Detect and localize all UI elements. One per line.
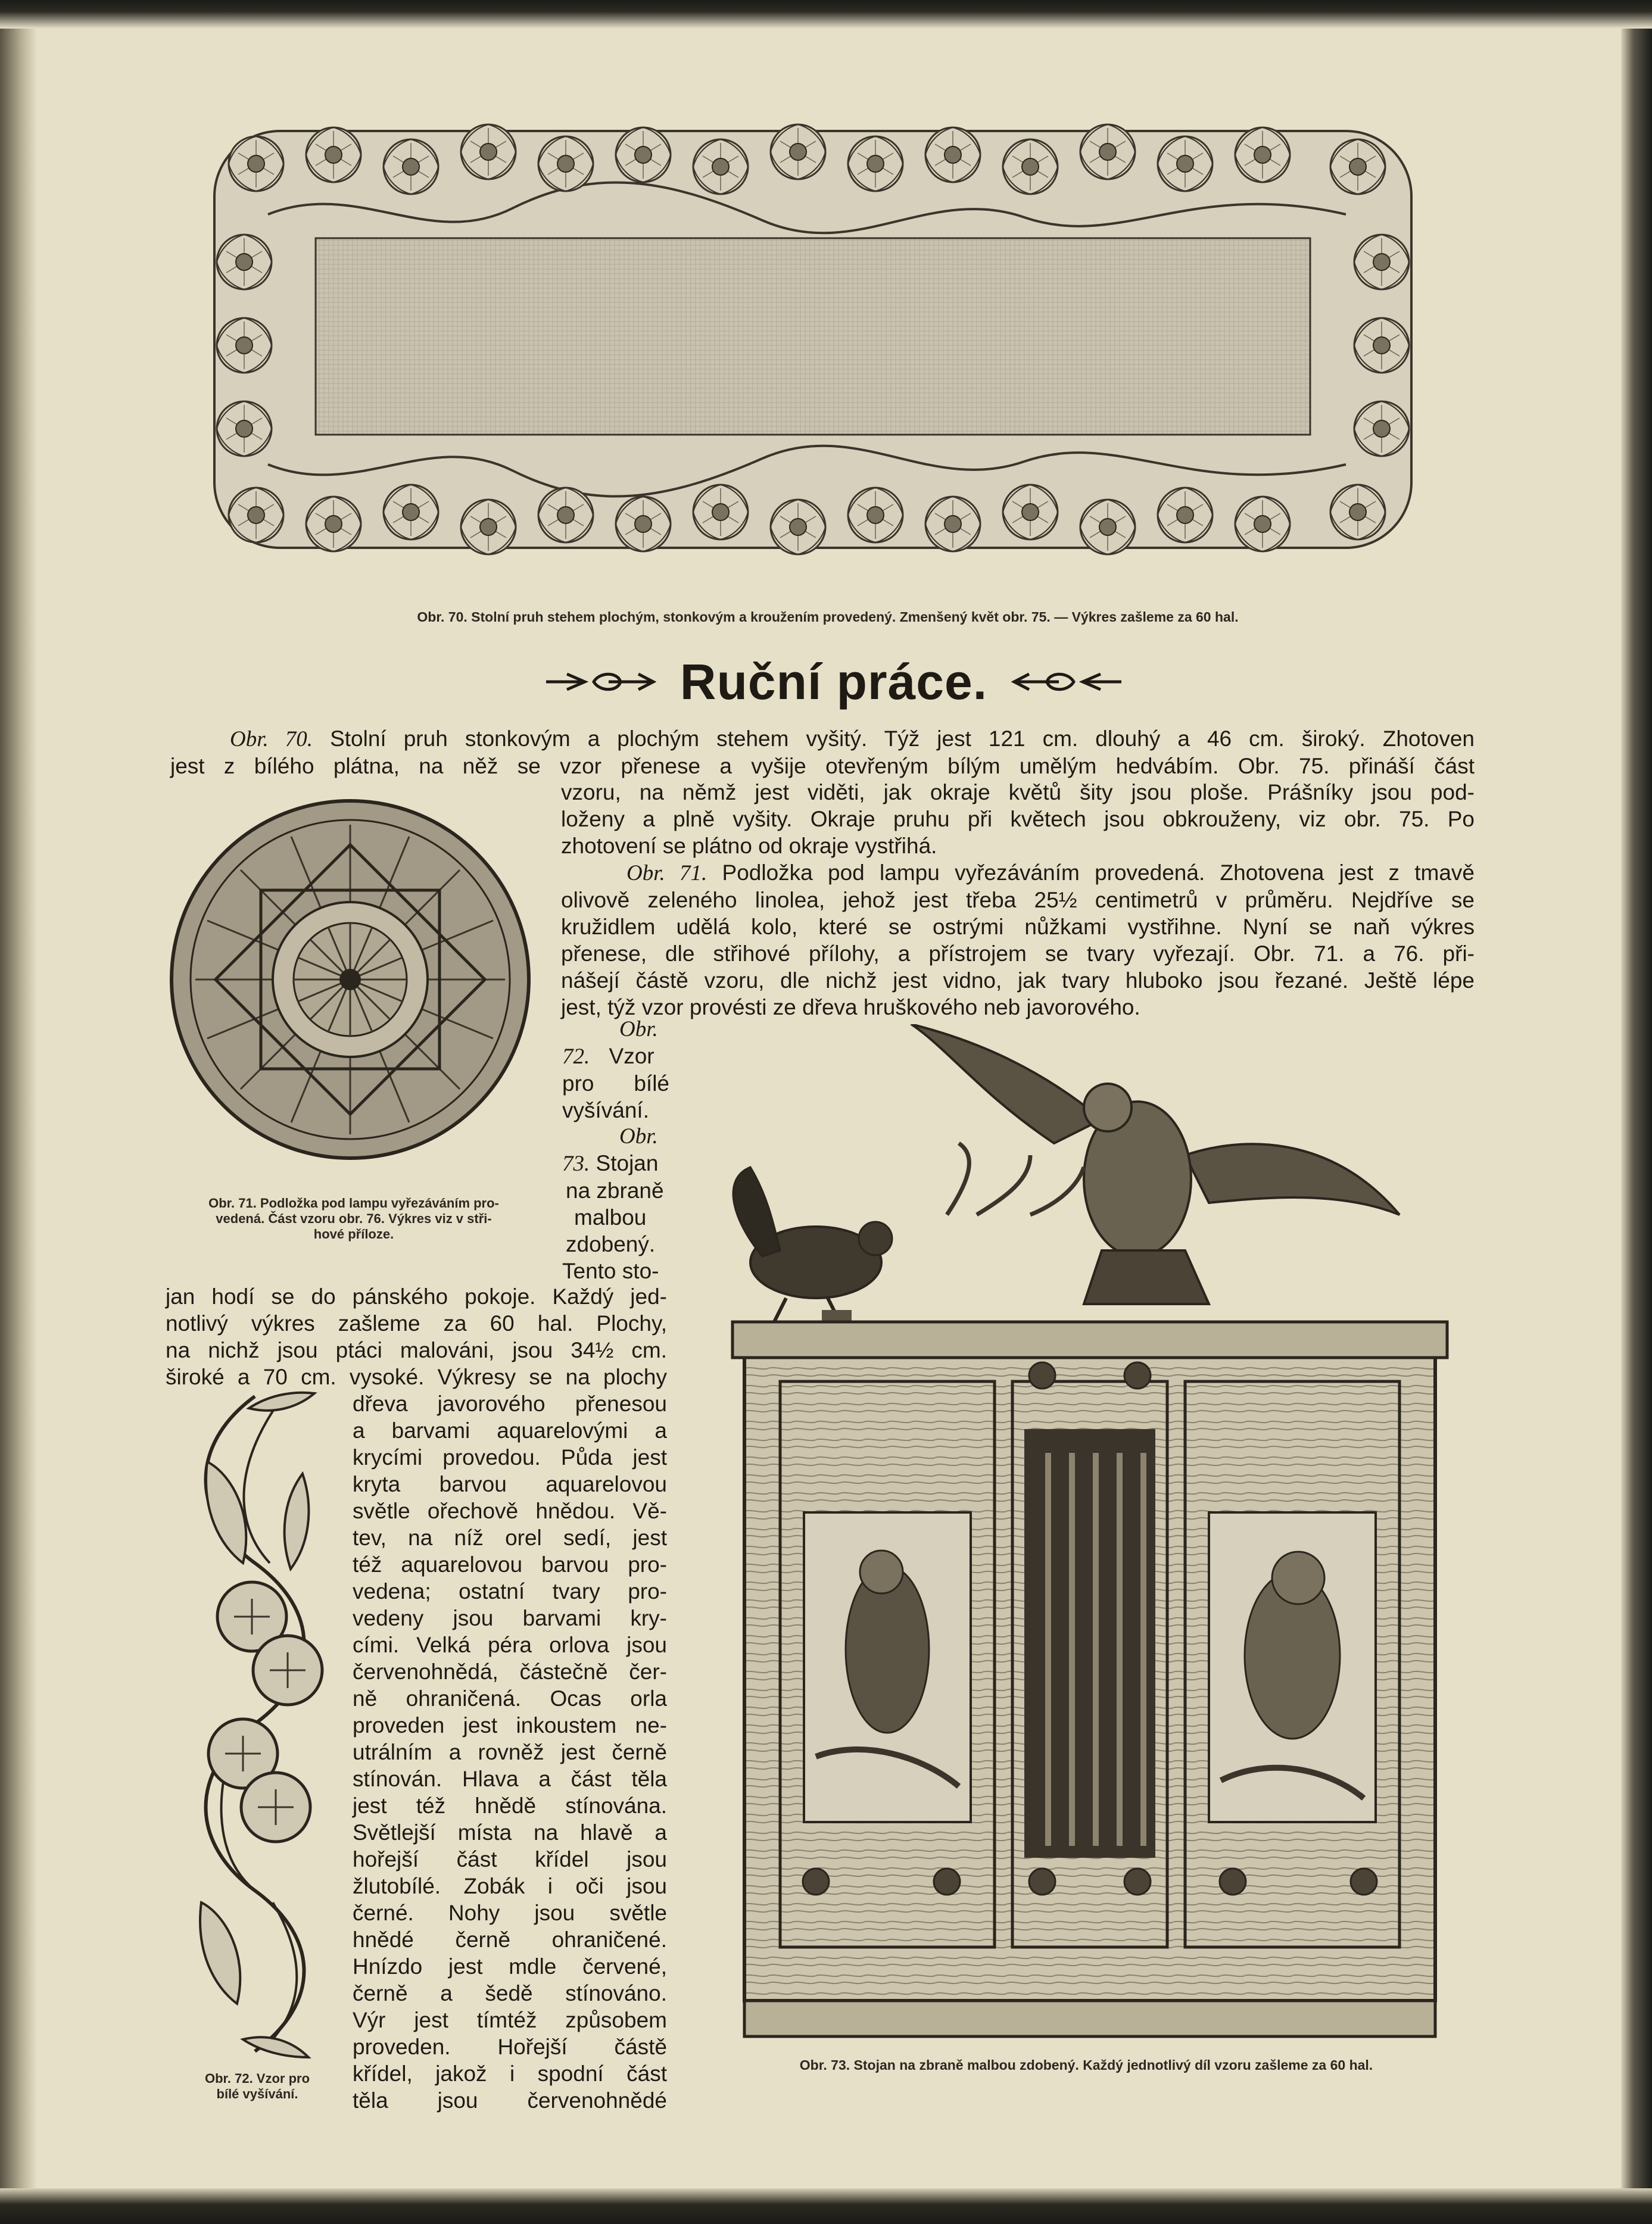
- figure-ref-label: 73.: [562, 1152, 590, 1176]
- figure-ref-label: Obr.: [619, 1017, 658, 1041]
- figure-ref-label: Obr. 70.: [230, 727, 313, 751]
- text-line: malbou: [574, 1205, 647, 1230]
- text-line: jest z bílého plátna, na něž se vzor přenese a vyšije otevřeným bílým umělým hedvábím. Obr. 75. přináší část: [170, 754, 1475, 778]
- figure-73-caption: Obr. 73. Stojan na zbraně malbou zdobený. Každý jednotlivý díl vzoru zašleme za 60 hal.: [799, 2057, 1373, 2073]
- text-line: proveden jest inkoustem ne-: [353, 1713, 667, 1738]
- text-line: [562, 1122, 669, 1150]
- paragraph-obr-73-head: [562, 1122, 669, 1284]
- text-line: červenohnědá, částečně čer-: [353, 1660, 667, 1684]
- text-line: [170, 725, 1475, 753]
- text-line: pro bílé: [562, 1071, 669, 1096]
- text-line: široké a 70 cm. vysoké. Výkresy se na plochy: [166, 1365, 667, 1389]
- text-line: hnědé černě ohraničené.: [353, 1927, 667, 1952]
- figure-72-caption: [168, 2071, 347, 2102]
- caption-line: Obr. 71. Podložka pod lampu vyřezáváním pro-: [208, 1196, 499, 1211]
- paragraph-obr-73-column: [353, 1390, 667, 2114]
- text-line: těla jsou červenohnědé: [353, 2088, 667, 2113]
- text-line: kružidlem udělá kolo, které se ostrými nůžkami vystřihne. Nyní se naň výkres: [561, 915, 1475, 939]
- text-line: světle ořechově hnědou. Vě-: [353, 1499, 667, 1523]
- text-line: utrálním a rovněž jest černě: [353, 1740, 667, 1764]
- section-heading: [536, 649, 1132, 715]
- figure-72-embroidery-pattern: [166, 1390, 338, 2060]
- text-run: Vzor: [609, 1044, 654, 1068]
- text-line: vyšívání.: [562, 1098, 649, 1122]
- paragraph-obr-70-cont: [561, 779, 1475, 859]
- text-line: žlutobílé. Zobák i oči jsou: [353, 1874, 667, 1898]
- caption-line: vedená. Část vzoru obr. 76. Výkres viz v stři-: [216, 1211, 492, 1226]
- text-line: zhotovení se plátno od okraje vystřihá.: [561, 834, 937, 858]
- text-line: jan hodí se do pánského pokoje. Každý jed-: [166, 1284, 667, 1309]
- text-line: tev, na níž orel sedí, jest: [353, 1526, 667, 1550]
- grouse-on-top: [733, 1167, 892, 1334]
- text-line: dřeva javorového přenesou: [353, 1392, 667, 1416]
- text-line: Hnízdo jest mdle červené,: [353, 1954, 667, 1979]
- text-line: černě a šedě stínováno.: [353, 1981, 667, 2005]
- caption-line: hové příloze.: [313, 1227, 394, 1242]
- text-line: vedeny jsou barvami kry-: [353, 1606, 667, 1630]
- text-line: zdobený.: [566, 1232, 656, 1256]
- antlers: [947, 1143, 1084, 1215]
- text-line: stínován. Hlava a část těla: [353, 1767, 667, 1791]
- text-line: jest též hnědě stínována.: [353, 1793, 667, 1818]
- right-flourish-icon: [1011, 667, 1124, 697]
- text-line: proveden. Hořejší částě: [353, 2035, 667, 2059]
- text-line: nášejí částě vzoru, dle nichž jest vidno, jak tvary hluboko jsou řezané. Ještě lépe: [561, 968, 1475, 993]
- left-flourish-icon: [543, 667, 656, 697]
- text-line: olivově zeleného linolea, jehož jest třeba 25½ centimetrů v průměru. Nejdříve se: [561, 888, 1475, 912]
- figure-ref-label: 72.: [562, 1044, 590, 1069]
- text-line: černé. Nohy jsou světle: [353, 1901, 667, 1925]
- text-run: Stojan: [596, 1151, 659, 1175]
- figure-71-lamp-mat: [166, 795, 535, 1164]
- page-edge-bottom: [0, 2188, 1652, 2224]
- paragraph-obr-70: [170, 725, 1475, 779]
- figure-73-gun-cabinet: [697, 1024, 1483, 2048]
- paragraph-obr-72: [562, 1015, 669, 1124]
- eagle-on-top: [911, 1024, 1399, 1304]
- text-line: cími. Velká péra orlova jsou: [353, 1633, 667, 1657]
- text-line: Tento sto-: [562, 1259, 659, 1283]
- caption-line: Obr. 72. Vzor pro: [204, 2071, 310, 2086]
- text-run: Podložka pod lampu vyřezáváním provedená. Zhotovena jest z tmavě: [722, 860, 1475, 885]
- text-line: Výr jest tímtéž způsobem: [353, 2008, 667, 2032]
- text-line: loženy a plně vyšity. Okraje pruhu při květech jsou obkrouženy, viz obr. 75. Po: [561, 807, 1475, 831]
- text-line: křídel, jakož i spodní část: [353, 2061, 667, 2086]
- text-line: jest, týž vzor provésti ze dřeva hruškového neb javorového.: [561, 995, 1140, 1019]
- text-line: krycími provedou. Půda jest: [353, 1445, 667, 1470]
- text-line: na zbraně: [566, 1178, 664, 1203]
- text-line: vedena; ostatní tvary pro-: [353, 1579, 667, 1604]
- text-line: notlivý výkres zašleme za 60 hal. Plochy,: [166, 1311, 667, 1336]
- figure-70-table-runner: [179, 95, 1447, 584]
- text-line: [561, 859, 1475, 887]
- text-line: [562, 1043, 669, 1070]
- text-line: [562, 1150, 669, 1177]
- figure-ref-label: Obr.: [619, 1124, 658, 1149]
- text-line: hořejší část křídel jsou: [353, 1847, 667, 1871]
- text-line: též aquarelovou barvou pro-: [353, 1552, 667, 1577]
- text-line: na nichž jsou ptáci malováni, jsou 34½ cm.: [166, 1338, 667, 1362]
- text-line: a barvami aquarelovými a: [353, 1418, 667, 1443]
- page-title: Ruční práce.: [679, 653, 988, 710]
- text-line: vzoru, na němž jest viděti, jak okraje květů šity jsou ploše. Prášníky jsou pod-: [561, 780, 1475, 804]
- text-line: Světlejší místa na hlavě a: [353, 1820, 667, 1845]
- text-line: přenese, dle střihové přílohy, a přístrojem se tvary vyřezají. Obr. 71. a 76. při-: [561, 941, 1475, 966]
- page-edge-right: [1621, 0, 1652, 2224]
- paragraph-obr-73-body: [166, 1283, 667, 1390]
- figure-ref-label: Obr. 71.: [626, 861, 707, 885]
- text-line: [562, 1015, 669, 1043]
- figure-71-caption: [163, 1196, 544, 1242]
- text-line: ně ohraničená. Ocas orla: [353, 1686, 667, 1711]
- text-line: kryta barvou aquarelovou: [353, 1472, 667, 1496]
- paragraph-obr-71: [561, 859, 1475, 1021]
- caption-line: bílé vyšívání.: [216, 2086, 298, 2101]
- figure-70-caption: Obr. 70. Stolní pruh stehem plochým, stonkovým a kroužením provedený. Zmenšený květ obr. 75. — Výkres zašleme za 60 hal.: [417, 609, 1239, 625]
- text-run: Stolní pruh stonkovým a plochým stehem vyšitý. Týž jest 121 cm. dlouhý a 46 cm. široký. Zhotoven: [330, 726, 1475, 751]
